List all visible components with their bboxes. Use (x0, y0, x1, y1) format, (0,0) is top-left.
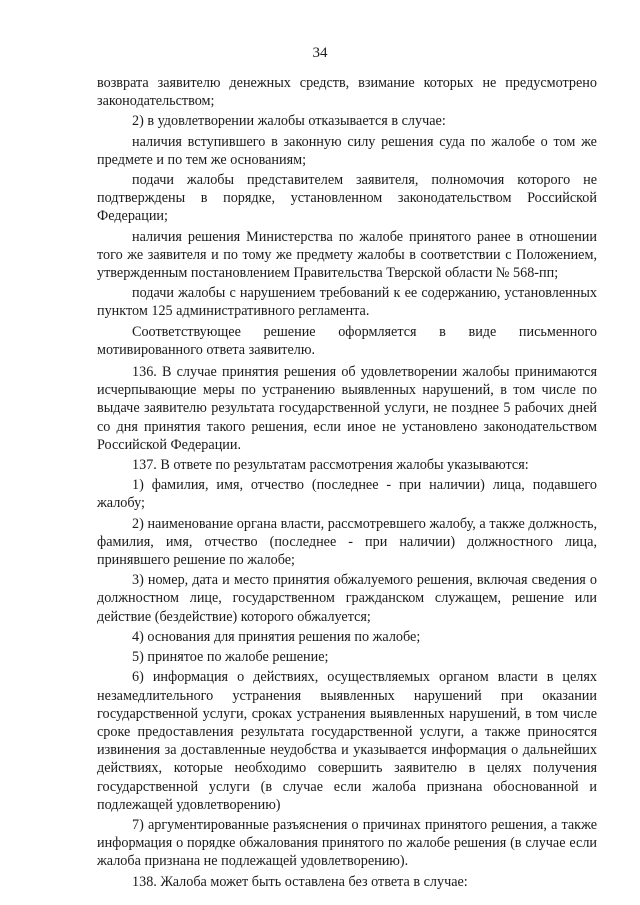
paragraph: 2) наименование органа власти, рассмотревшего жалобу, а также должность, фамилия, имя, отчество (последнее - при наличии) должностного лица, принявшего решение по жалобе; (97, 515, 597, 569)
paragraph: наличия вступившего в законную силу решения суда по жалобе о том же предмете и по тем же основаниям; (97, 133, 597, 168)
paragraph: 3) номер, дата и место принятия обжалуемого решения, включая сведения о должностном лице, государственном гражданском служащем, решение или действие (бездействие) которого обжалуется; (97, 572, 597, 625)
paragraph: 4) основания для принятия решения по жалобе; (132, 628, 421, 645)
paragraph: 137. В ответе по результатам рассмотрения жалобы указываются: (132, 457, 529, 474)
paragraph: 136. В случае принятия решения об удовлетворении жалобы принимаются исчерпывающие меры по устранению выявленных нарушений, в том числе по выдаче заявителю результата государственной услуги, не позднее 5 рабочих дней со дня принятия такого решения, если иное не установлено законодательством Российской Федерации. (97, 364, 597, 453)
paragraph: 138. Жалоба может быть оставлена без ответа в случае: (132, 873, 468, 890)
paragraph: Соответствующее решение оформляется в виде письменного мотивированного ответа заявителю. (97, 323, 597, 358)
paragraph: 7) аргументированные разъяснения о причинах принятого решения, а также информация о порядке обжалования принятого по жалобе решения (в случае если жалоба признана не подлежащей удовлетворению). (97, 816, 597, 870)
paragraph: возврата заявителю денежных средств, взимание которых не предусмотрено законодательством; (97, 75, 597, 110)
paragraph: 6) информация о действиях, осуществляемых органом власти в целях незамедлительного устранения выявленных нарушений при оказании государственной услуги, сроках устранения выявленных нарушений, в том числе сроке предоставления результата государственной услуги, а также приносятся извинения за доставленные неудобства и указывается информация о дальнейших действиях, которые необходимо совершить заявителю в целях получения государственной услуги (в случае если жалоба признана обоснованной и подлежащей удовлетворению) (97, 669, 597, 813)
paragraph: 1) фамилия, имя, отчество (последнее - при наличии) лица, подавшего жалобу; (97, 477, 597, 512)
document-body (97, 74, 597, 893)
paragraph: подачи жалобы с нарушением требований к ее содержанию, установленных пунктом 125 административного регламента. (97, 285, 597, 320)
paragraph: подачи жалобы представителем заявителя, полномочия которого не подтверждены в порядке, установленном законодательством Российской Федерации; (97, 172, 597, 225)
paragraph: наличия решения Министерства по жалобе принятого ранее в отношении того же заявителя и по тому же предмету жалобы в соответствии с Положением, утвержденным постановлением Правительства Тверской области № 568-пп; (97, 228, 597, 282)
paragraph: 5) принятое по жалобе решение; (132, 649, 329, 666)
page-number: 34 (312, 45, 328, 61)
paragraph: 2) в удовлетворении жалобы отказывается в случае: (132, 113, 446, 130)
